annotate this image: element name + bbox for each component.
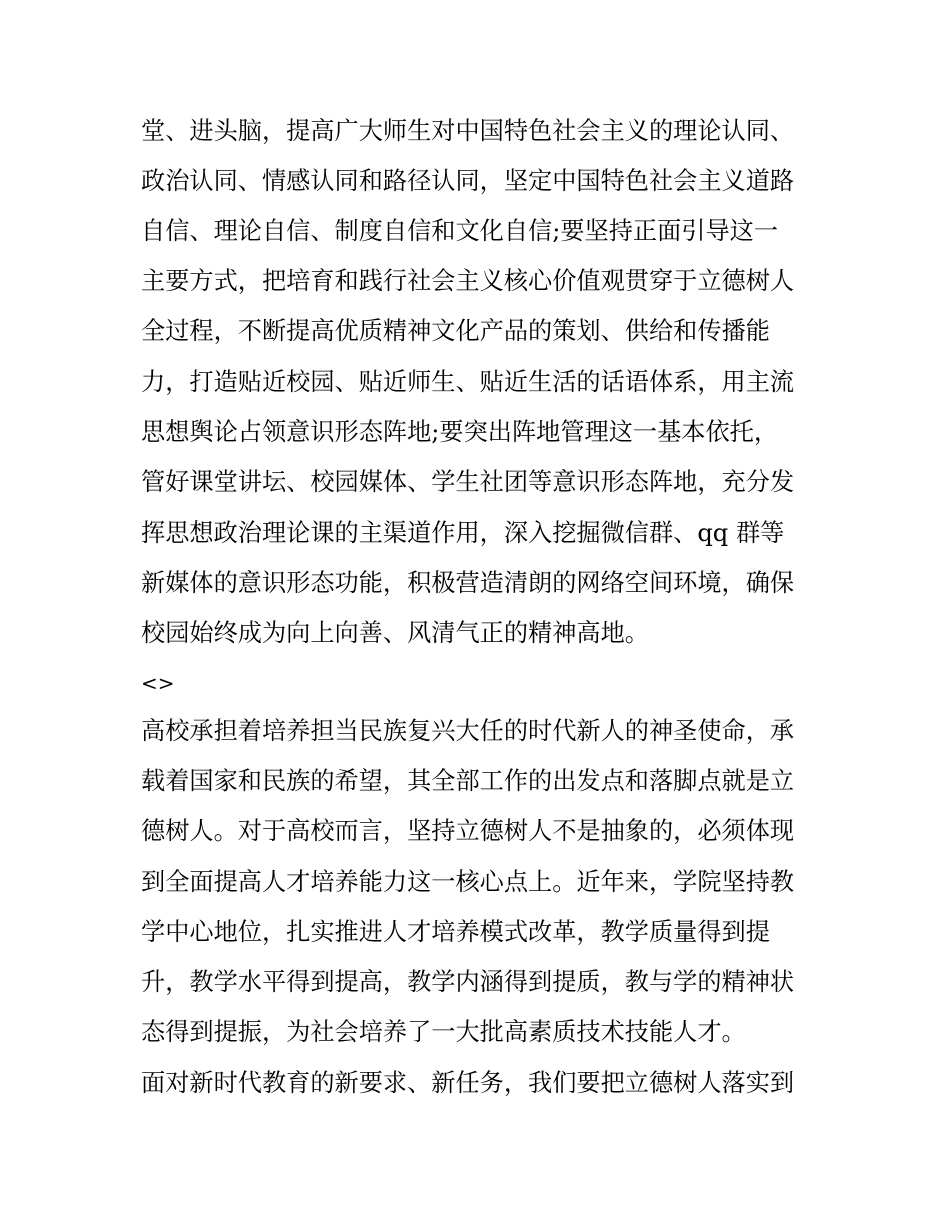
text-line: 堂、进头脑，提高广大师生对中国特色社会主义的理论认同、 (141, 117, 795, 145)
text-line: 载着国家和民族的希望，其全部工作的出发点和落脚点就是立 (141, 767, 795, 795)
text-line: 态得到提振，为社会培养了一大批高素质技术技能人才。 (141, 1018, 746, 1046)
text-line: 到全面提高人才培养能力这一核心点上。近年来，学院坚持教 (141, 868, 795, 896)
text-line: 升，教学水平得到提高，教学内涵得到提质，教与学的精神状 (141, 968, 795, 996)
text-line: 校园始终成为向上向善、风清气正的精神高地。 (141, 619, 649, 647)
text-line: 全过程，不断提高优质精神文化产品的策划、供给和传播能 (141, 317, 770, 345)
text-line: 主要方式，把培育和践行社会主义核心价值观贯穿于立德树人 (141, 267, 795, 295)
text-line: 学中心地位，扎实推进人才培养模式改革，教学质量得到提 (141, 918, 770, 946)
text-line: 挥思想政治理论课的主渠道作用，深入挖掘微信群、qq 群等 (141, 519, 785, 547)
section-marker: <> (141, 671, 175, 695)
text-line: 新媒体的意识形态功能，积极营造清朗的网络空间环境，确保 (141, 569, 795, 597)
text-line: 高校承担着培养担当民族复兴大任的时代新人的神圣使命，承 (141, 717, 795, 745)
text-line: 面对新时代教育的新要求、新任务，我们要把立德树人落实到 (141, 1069, 795, 1097)
text-line: 思想舆论占领意识形态阵地;要突出阵地管理这一基本依托， (141, 418, 779, 446)
text-line: 政治认同、情感认同和路径认同，坚定中国特色社会主义道路 (141, 167, 795, 195)
text-line: 自信、理论自信、制度自信和文化自信;要坚持正面引导这一 (141, 217, 779, 245)
text-line: 管好课堂讲坛、校园媒体、学生社团等意识形态阵地，充分发 (141, 468, 795, 496)
text-line: 力，打造贴近校园、贴近师生、贴近生活的话语体系，用主流 (141, 368, 795, 396)
text-line: 德树人。对于高校而言，坚持立德树人不是抽象的，必须体现 (141, 817, 795, 845)
